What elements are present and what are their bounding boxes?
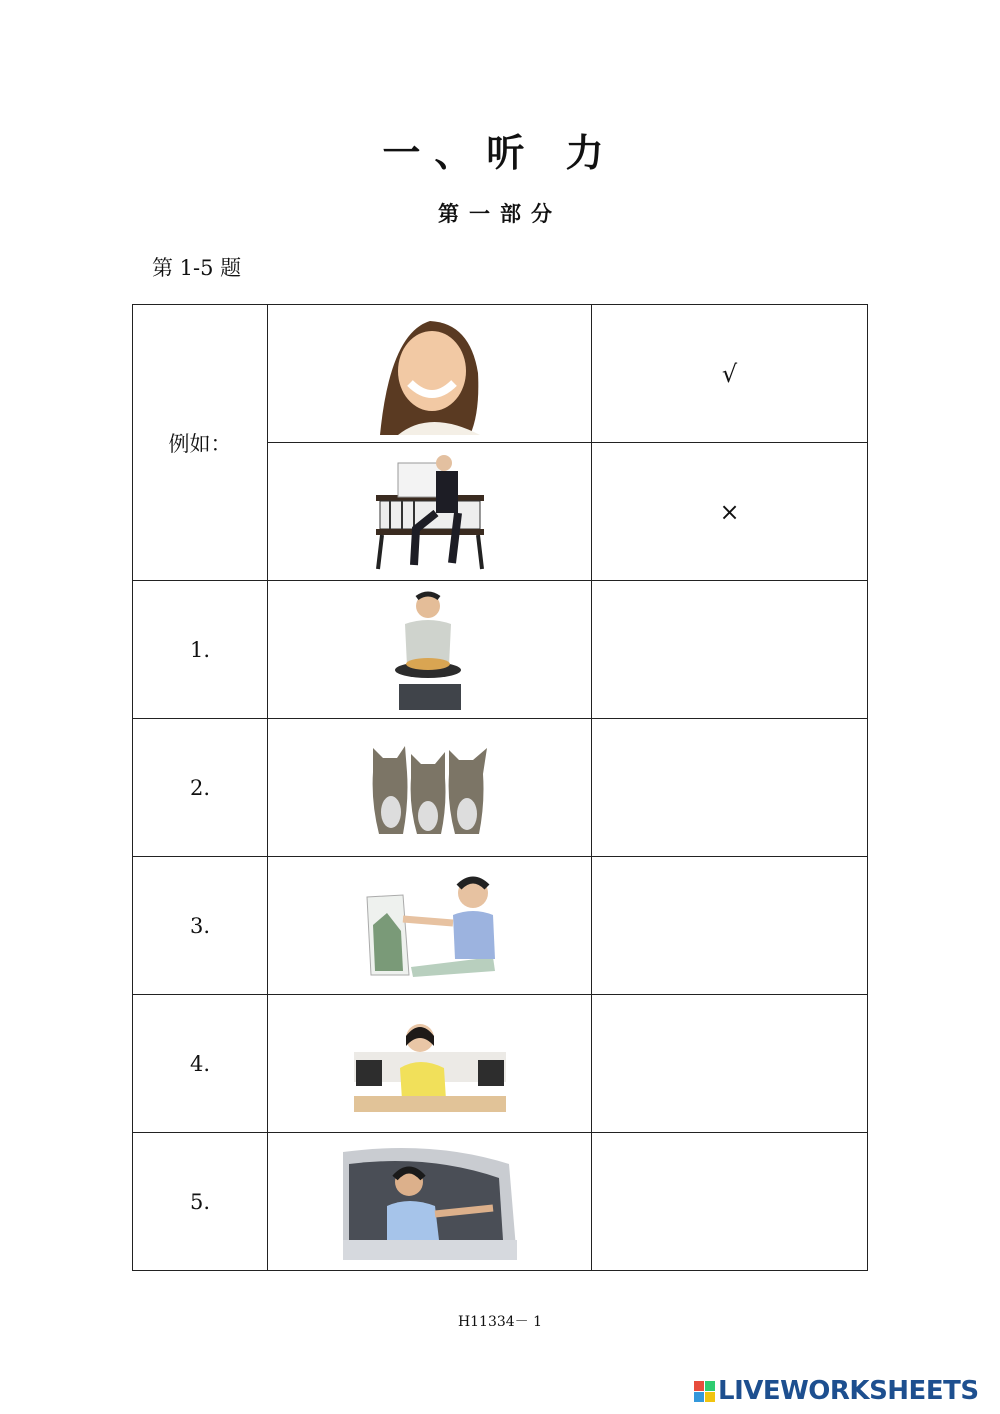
answer-cell-4[interactable]: [592, 995, 868, 1133]
question-row-2: [133, 719, 868, 857]
example-mark-correct: √: [592, 305, 868, 443]
question-row-4: [133, 995, 868, 1133]
example-mark-wrong: ×: [592, 443, 868, 581]
man-cooking-noodles-photo: [268, 581, 592, 719]
example-label: 例如：: [133, 305, 268, 581]
example-row-1: [133, 305, 868, 443]
answer-cell-1[interactable]: [592, 581, 868, 719]
boy-painting-photo: [268, 857, 592, 995]
answer-cell-3[interactable]: [592, 857, 868, 995]
listening-table: [132, 304, 868, 1271]
woman-sitting-in-classroom-photo: [268, 995, 592, 1133]
section-subtitle: 第一部分: [438, 202, 562, 226]
question-number: 5.: [133, 1133, 268, 1271]
question-row-1: [133, 581, 868, 719]
question-number: 2.: [133, 719, 268, 857]
question-number: 4.: [133, 995, 268, 1133]
brand-name: LIVEWORKSHEETS: [718, 1376, 979, 1406]
page-footer-code: H11334－ 1: [457, 1314, 543, 1330]
man-reading-newspaper-on-bench-photo: [268, 443, 592, 581]
answer-cell-2[interactable]: [592, 719, 868, 857]
three-kittens-photo: [268, 719, 592, 857]
brand-grid-icon: [694, 1381, 715, 1402]
smiling-woman-photo: [268, 305, 592, 443]
question-number: 1.: [133, 581, 268, 719]
answer-cell-5[interactable]: [592, 1133, 868, 1271]
question-number: 3.: [133, 857, 268, 995]
question-range: 第 1-5 题: [152, 256, 242, 280]
liveworksheets-logo: [694, 1376, 979, 1406]
question-row-3: [133, 857, 868, 995]
page-title: 一、听 力: [382, 131, 618, 175]
question-row-5: [133, 1133, 868, 1271]
man-driving-car-photo: [268, 1133, 592, 1271]
